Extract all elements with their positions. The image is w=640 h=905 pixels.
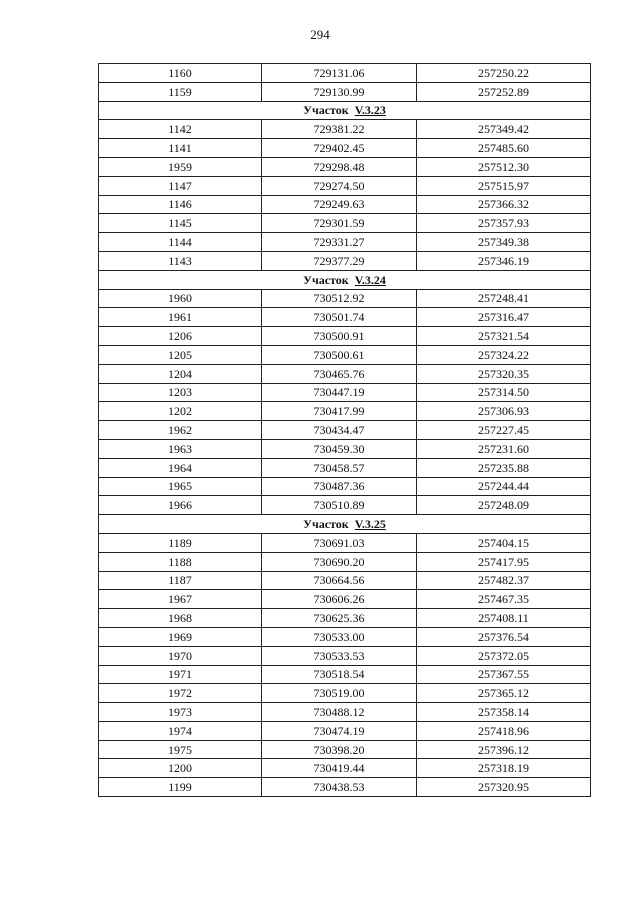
y-coordinate-cell: 257318.19 [417, 759, 591, 778]
x-coordinate-cell: 730447.19 [262, 383, 417, 402]
y-coordinate-cell: 257320.35 [417, 364, 591, 383]
section-header [99, 101, 591, 120]
table-row [99, 590, 591, 609]
point-number-cell: 1203 [99, 383, 262, 402]
x-coordinate-cell: 730533.00 [262, 627, 417, 646]
y-coordinate-cell: 257320.95 [417, 778, 591, 797]
table-row [99, 233, 591, 252]
x-coordinate-cell: 730438.53 [262, 778, 417, 797]
point-number-cell: 1199 [99, 778, 262, 797]
point-number-cell: 1972 [99, 684, 262, 703]
x-coordinate-cell: 729130.99 [262, 82, 417, 101]
y-coordinate-cell: 257248.09 [417, 496, 591, 515]
x-coordinate-cell: 730398.20 [262, 740, 417, 759]
x-coordinate-cell: 730501.74 [262, 308, 417, 327]
x-coordinate-cell: 729131.06 [262, 64, 417, 83]
x-coordinate-cell: 729298.48 [262, 157, 417, 176]
x-coordinate-cell: 730459.30 [262, 439, 417, 458]
point-number-cell: 1963 [99, 439, 262, 458]
y-coordinate-cell: 257316.47 [417, 308, 591, 327]
table-row [99, 195, 591, 214]
y-coordinate-cell: 257408.11 [417, 609, 591, 628]
y-coordinate-cell: 257512.30 [417, 157, 591, 176]
table-row [99, 703, 591, 722]
section-prefix: Участок [303, 272, 349, 287]
point-number-cell: 1961 [99, 308, 262, 327]
point-number-cell: 1160 [99, 64, 262, 83]
table-row [99, 458, 591, 477]
y-coordinate-cell: 257485.60 [417, 139, 591, 158]
point-number-cell: 1159 [99, 82, 262, 101]
section-code: V.3.24 [354, 272, 386, 287]
table-row [99, 157, 591, 176]
point-number-cell: 1188 [99, 552, 262, 571]
coordinates-table [98, 63, 591, 797]
x-coordinate-cell: 730487.36 [262, 477, 417, 496]
table-row [99, 627, 591, 646]
x-coordinate-cell: 730512.92 [262, 289, 417, 308]
point-number-cell: 1975 [99, 740, 262, 759]
y-coordinate-cell: 257418.96 [417, 721, 591, 740]
y-coordinate-cell: 257357.93 [417, 214, 591, 233]
x-coordinate-cell: 729381.22 [262, 120, 417, 139]
x-coordinate-cell: 730488.12 [262, 703, 417, 722]
table-row [99, 646, 591, 665]
section-header [99, 515, 591, 534]
table-row [99, 778, 591, 797]
x-coordinate-cell: 730419.44 [262, 759, 417, 778]
point-number-cell: 1205 [99, 345, 262, 364]
x-coordinate-cell: 729402.45 [262, 139, 417, 158]
point-number-cell: 1964 [99, 458, 262, 477]
x-coordinate-cell: 729377.29 [262, 251, 417, 270]
point-number-cell: 1204 [99, 364, 262, 383]
section-header [99, 270, 591, 289]
x-coordinate-cell: 730606.26 [262, 590, 417, 609]
y-coordinate-cell: 257366.32 [417, 195, 591, 214]
table-row [99, 684, 591, 703]
section-prefix: Участок [303, 517, 349, 532]
table-row [99, 402, 591, 421]
y-coordinate-cell: 257467.35 [417, 590, 591, 609]
y-coordinate-cell: 257235.88 [417, 458, 591, 477]
y-coordinate-cell: 257248.41 [417, 289, 591, 308]
table-row [99, 571, 591, 590]
table-row [99, 533, 591, 552]
section-header-row [99, 515, 591, 534]
table-row [99, 496, 591, 515]
table-row [99, 421, 591, 440]
x-coordinate-cell: 730625.36 [262, 609, 417, 628]
table-row [99, 345, 591, 364]
x-coordinate-cell: 729331.27 [262, 233, 417, 252]
point-number-cell: 1146 [99, 195, 262, 214]
table-row [99, 364, 591, 383]
x-coordinate-cell: 730691.03 [262, 533, 417, 552]
point-number-cell: 1200 [99, 759, 262, 778]
point-number-cell: 1147 [99, 176, 262, 195]
table-row [99, 609, 591, 628]
x-coordinate-cell: 730500.91 [262, 327, 417, 346]
y-coordinate-cell: 257396.12 [417, 740, 591, 759]
y-coordinate-cell: 257367.55 [417, 665, 591, 684]
point-number-cell: 1970 [99, 646, 262, 665]
y-coordinate-cell: 257346.19 [417, 251, 591, 270]
point-number-cell: 1969 [99, 627, 262, 646]
point-number-cell: 1971 [99, 665, 262, 684]
x-coordinate-cell: 729301.59 [262, 214, 417, 233]
x-coordinate-cell: 730519.00 [262, 684, 417, 703]
table-row [99, 759, 591, 778]
table-row [99, 139, 591, 158]
section-header-row [99, 270, 591, 289]
x-coordinate-cell: 730500.61 [262, 345, 417, 364]
point-number-cell: 1144 [99, 233, 262, 252]
y-coordinate-cell: 257244.44 [417, 477, 591, 496]
table-row [99, 740, 591, 759]
y-coordinate-cell: 257252.89 [417, 82, 591, 101]
point-number-cell: 1142 [99, 120, 262, 139]
y-coordinate-cell: 257314.50 [417, 383, 591, 402]
table-row [99, 327, 591, 346]
table-row [99, 308, 591, 327]
x-coordinate-cell: 730417.99 [262, 402, 417, 421]
y-coordinate-cell: 257324.22 [417, 345, 591, 364]
point-number-cell: 1141 [99, 139, 262, 158]
y-coordinate-cell: 257417.95 [417, 552, 591, 571]
page-number: 294 [310, 27, 330, 42]
point-number-cell: 1202 [99, 402, 262, 421]
table-row [99, 82, 591, 101]
table-row [99, 665, 591, 684]
point-number-cell: 1959 [99, 157, 262, 176]
point-number-cell: 1206 [99, 327, 262, 346]
point-number-cell: 1967 [99, 590, 262, 609]
coordinates-table-body [99, 64, 591, 797]
x-coordinate-cell: 730458.57 [262, 458, 417, 477]
section-code: V.3.25 [354, 517, 386, 532]
y-coordinate-cell: 257349.38 [417, 233, 591, 252]
table-row [99, 721, 591, 740]
x-coordinate-cell: 730690.20 [262, 552, 417, 571]
y-coordinate-cell: 257376.54 [417, 627, 591, 646]
x-coordinate-cell: 730518.54 [262, 665, 417, 684]
y-coordinate-cell: 257349.42 [417, 120, 591, 139]
x-coordinate-cell: 730465.76 [262, 364, 417, 383]
table-row [99, 477, 591, 496]
y-coordinate-cell: 257321.54 [417, 327, 591, 346]
table-row [99, 552, 591, 571]
y-coordinate-cell: 257404.15 [417, 533, 591, 552]
table-row [99, 383, 591, 402]
section-prefix: Участок [303, 103, 349, 118]
x-coordinate-cell: 729274.50 [262, 176, 417, 195]
table-row [99, 120, 591, 139]
x-coordinate-cell: 730664.56 [262, 571, 417, 590]
table-row [99, 176, 591, 195]
section-code: V.3.23 [354, 103, 386, 118]
y-coordinate-cell: 257482.37 [417, 571, 591, 590]
x-coordinate-cell: 730510.89 [262, 496, 417, 515]
table-row [99, 214, 591, 233]
x-coordinate-cell: 730434.47 [262, 421, 417, 440]
table-row [99, 289, 591, 308]
y-coordinate-cell: 257515.97 [417, 176, 591, 195]
y-coordinate-cell: 257231.60 [417, 439, 591, 458]
point-number-cell: 1960 [99, 289, 262, 308]
point-number-cell: 1187 [99, 571, 262, 590]
y-coordinate-cell: 257365.12 [417, 684, 591, 703]
point-number-cell: 1973 [99, 703, 262, 722]
y-coordinate-cell: 257227.45 [417, 421, 591, 440]
y-coordinate-cell: 257306.93 [417, 402, 591, 421]
point-number-cell: 1145 [99, 214, 262, 233]
x-coordinate-cell: 730474.19 [262, 721, 417, 740]
point-number-cell: 1962 [99, 421, 262, 440]
section-header-row [99, 101, 591, 120]
x-coordinate-cell: 729249.63 [262, 195, 417, 214]
table-row [99, 64, 591, 83]
point-number-cell: 1965 [99, 477, 262, 496]
x-coordinate-cell: 730533.53 [262, 646, 417, 665]
point-number-cell: 1189 [99, 533, 262, 552]
point-number-cell: 1968 [99, 609, 262, 628]
point-number-cell: 1143 [99, 251, 262, 270]
point-number-cell: 1966 [99, 496, 262, 515]
point-number-cell: 1974 [99, 721, 262, 740]
y-coordinate-cell: 257372.05 [417, 646, 591, 665]
y-coordinate-cell: 257358.14 [417, 703, 591, 722]
y-coordinate-cell: 257250.22 [417, 64, 591, 83]
table-row [99, 251, 591, 270]
table-row [99, 439, 591, 458]
